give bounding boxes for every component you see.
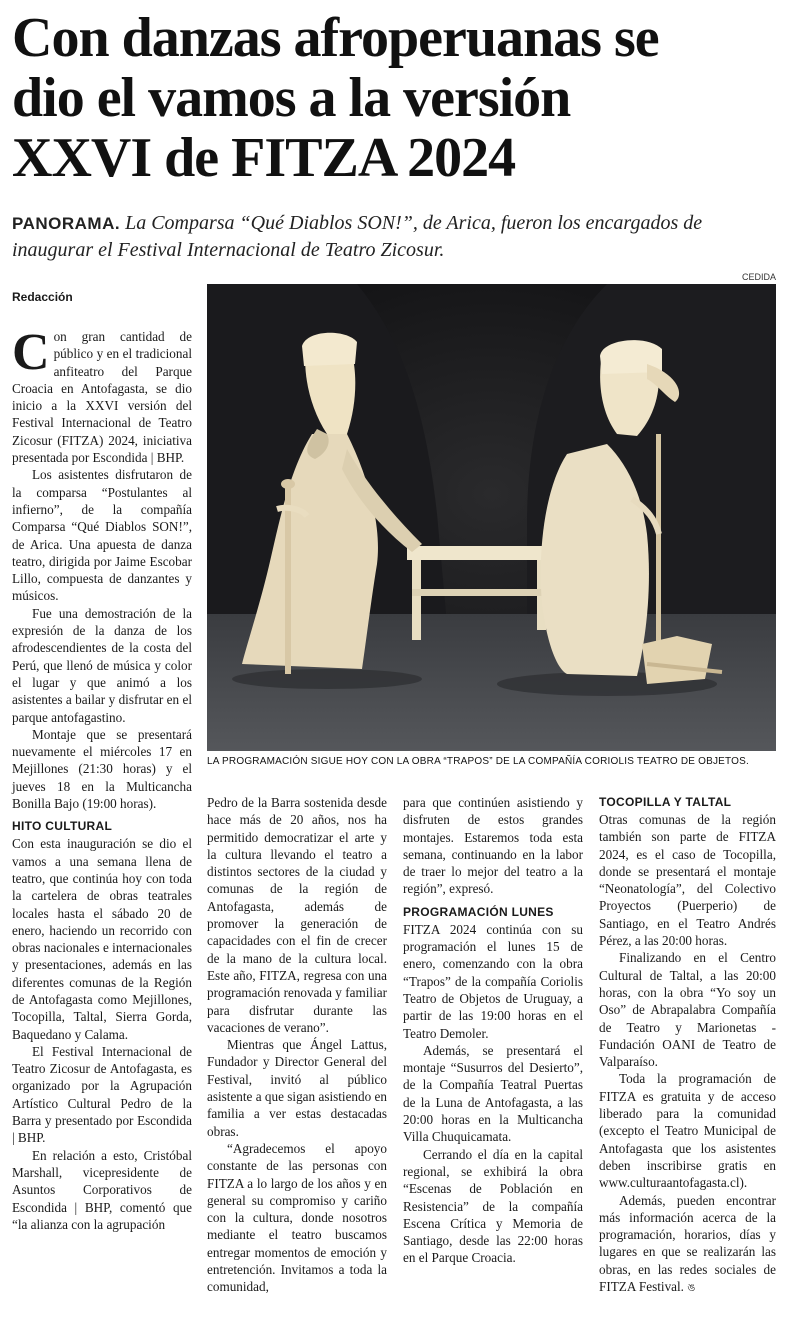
headline — [12, 8, 777, 188]
drop-cap: C — [12, 324, 50, 381]
byline: Redacción — [12, 290, 73, 304]
column-4 — [599, 794, 776, 1296]
section-tag: PANORAMA. — [12, 214, 121, 233]
paragraph-13: Además, se presentará el montaje “Susurros del Desierto”, de la Compañía Teatral Puertas de la Luna de Antofagasta, a las 20:00 horas en la Multicancha Villa Chuquicamata. — [403, 1042, 583, 1145]
paragraph-14: Cerrando el día en la capital regional, se exhibirá la obra “Escenas de Población en Resistencia” de la compañía Escena Crítica y Memoria de Santiago, desde las 22:00 horas en el Parque Croacia. — [403, 1146, 583, 1266]
paragraph-18: Además, pueden encontrar más información acerca de la programación, horarios, días y lugares en que se realizarán las obras, en las redes sociales de FITZA Festival. ঙ — [599, 1192, 776, 1295]
subhead-hito-cultural: HITO CULTURAL — [12, 819, 113, 834]
end-mark-icon: ঙ — [687, 1281, 696, 1295]
paragraph-11: para que continúen asistiendo y disfruten de estos grandes montajes. Estaremos toda esta semana, continuando en la labor de traer lo mejor del teatro a la región”, expresó. — [403, 795, 583, 897]
paragraph-7: En relación a esto, Cristóbal Marshall, vicepresidente de Asuntos Corporativos de Escondida | BHP, comentó que “la alianza con la agrupación — [12, 1147, 192, 1232]
paragraph-9: Mientras que Ángel Lattus, Fundador y Director General del Festival, invitó al público asistente a que sigan asistiendo en familia a ver estas destacadas obras. — [207, 1037, 387, 1139]
paragraph-5: Con esta inauguración se dio el vamos a una semana llena de teatro, que continúa hoy con toda la cartelera de obras teatrales locales hasta el sábado 20 de enero, haciendo un recorrido con obras nacionales e internacionales y presentaciones, además en las diferentes comunas de la Región de Antofagasta como Mejillones, Tocopilla, Taltal, Sierra Gorda, Baquedano y Calama. — [12, 836, 192, 1042]
paragraph-8: Pedro de la Barra sostenida desde hace más de 20 años, nos ha permitido democratizar el arte y la cultura llevando el teatro a distintos sectores de la ciudad y comunas de la región de Antofagasta, además de promover la generación de capacidades con el fin de crecer de la mano de la cultura local. Este año, FITZA, regresa con una programación renovada y familiar para disfrutar durante las vacaciones de verano”. — [207, 795, 387, 1035]
deck-text: La Comparsa “Qué Diablos SON!”, de Arica, fueron los encargados de inaugurar el Festival Internacional de Teatro Zicosur. — [12, 212, 703, 261]
headline-line-2: dio el vamos a la versión — [12, 67, 571, 129]
headline-line-1: Con danzas afroperuanas se — [12, 7, 659, 69]
paragraph-6: El Festival Internacional de Teatro Zicosur de Antofagasta, es organizado por la Agrupación Artístico Cultural Pedro de la Barra y presentado por Escondida | BHP. — [12, 1043, 192, 1146]
deck — [12, 210, 777, 263]
headline-line-3: XXVI de FITZA 2024 — [12, 127, 516, 189]
article-photo — [207, 284, 776, 751]
photo-caption: LA PROGRAMACIÓN SIGUE HOY CON LA OBRA “TRAPOS” DE LA COMPAÑÍA CORIOLIS TEATRO DE OBJETOS. — [207, 756, 749, 767]
paragraph-12: FITZA 2024 continúa con su programación el lunes 15 de enero, comenzando con la obra “Trapos” de la compañía Coriolis Teatro de Objetos de Uruguay, a partir de las 19:00 horas en el Teatro Demoler. — [403, 921, 583, 1041]
paragraph-4: Montaje que se presentará nuevamente el miércoles 17 en Mejillones (21:30 horas) y el jueves 18 en la Multicancha Bonilla Bajo (19:00 horas). — [12, 726, 192, 812]
paragraph-16: Finalizando en el Centro Cultural de Taltal, a las 20:00 horas, con la obra “Yo soy un Oso” de Abrapalabra Compañía de Teatro y Marionetas - Fundación OANI de Teatro de Valparaíso. — [599, 950, 776, 1070]
subhead-programacion-lunes: PROGRAMACIÓN LUNES — [403, 904, 554, 919]
column-3 — [403, 794, 583, 1267]
subhead-tocopilla-taltal: TOCOPILLA Y TALTAL — [599, 795, 732, 809]
paragraph-2: Los asistentes disfrutaron de la comparsa “Postulantes al infierno”, de la compañía Comparsa “Qué Diablos SON!”, de Arica. Una apuesta de danza teatro, dirigida por Jaime Escobar Lillo, compuesta de danzantes y músicos. — [12, 467, 192, 604]
column-1-top — [12, 324, 192, 1233]
paragraph-3: Fue una demostración de la expresión de la danza de los afrodescendientes de la costa del Perú, que llenó de música y color el lugar y que animó a los asistentes a bailar y disfrutar en el parque antofagastino. — [12, 605, 192, 725]
paragraph-17: Toda la programación de FITZA es gratuita y de acceso liberado para la comunidad (excepto el Teatro Municipal de Antofagasta que los asistentes deben inscribirse gratis en www.culturaantofagasta.cl). — [599, 1071, 776, 1191]
paragraph-15: Otras comunas de la región también son parte de FITZA 2024, es el caso de Tocopilla, donde se presentará el montaje “Neonatología”, del Colectivo Proyectos (Puerperio) de Santiago, en el Teatro Andrés Pérez, a las 20:00 horas. — [599, 812, 776, 949]
column-2 — [207, 794, 387, 1296]
paragraph-1: Con gran cantidad de público y en el tradicional anfiteatro del Parque Croacia en Antofagasta, se dio inicio a la XXVI versión del Festival Internacional de Teatro Zicosur (FITZA) 2024, iniciativa presentada por Escondida | BHP. — [12, 324, 192, 466]
puppets-illustration — [207, 284, 776, 751]
photo-credit: CEDIDA — [741, 272, 776, 282]
paragraph-10: “Agradecemos el apoyo constante de las personas con FITZA a lo largo de los años y en general su compromiso y cariño con la cultura, donde nosotros mediante el teatro buscamos entregar momentos de emoción y entretención. Invitamos a toda la comunidad, — [207, 1140, 387, 1295]
